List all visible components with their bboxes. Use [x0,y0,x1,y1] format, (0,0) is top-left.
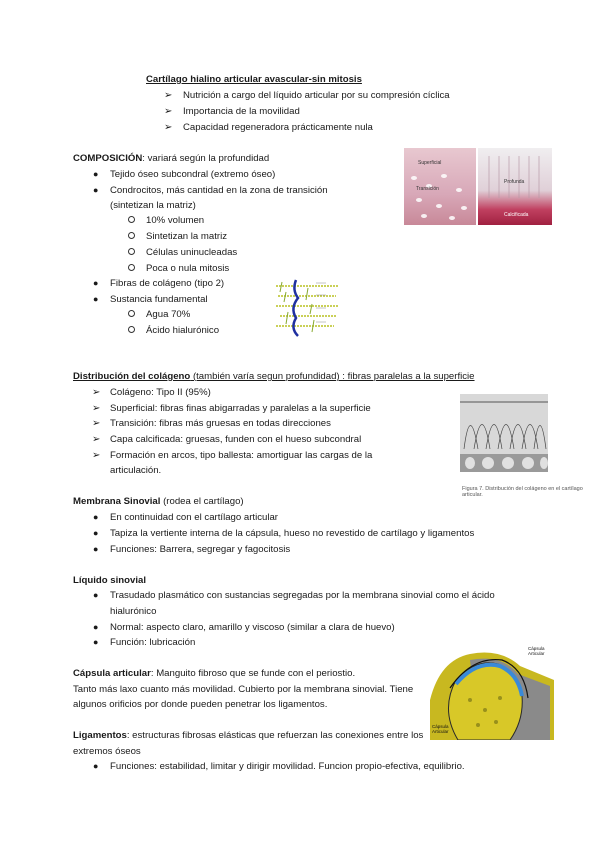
collagen-fiber-diagram [268,278,346,338]
membrana-subtitle: (rodea el cartílago) [160,496,244,507]
bullet-icon: ● [93,761,99,771]
arrow-bullet-icon: ➢ [164,90,173,101]
bullet-icon: ● [93,637,99,647]
capsula-subtitle: : Manguito fibroso que se funde con el periostio. [150,668,356,679]
circle-bullet-icon [128,248,135,255]
list-item-continuation: articulación. [110,465,162,476]
distribucion-title: Distribución del colágeno [73,371,191,382]
list-item: Tapiza la vertiente interna de la cápsula, hueso no revestido de cartílago y ligamentos [110,528,475,539]
bullet-icon: ● [93,512,99,522]
arrow-bullet-icon: ➢ [164,106,173,117]
cartilage-histology-image [404,148,552,225]
arrow-bullet-icon: ➢ [92,387,101,398]
bullet-icon: ● [93,622,99,632]
composicion-subtitle: : variará según la profundidad [142,153,270,164]
histology-label: Calcificada [504,212,529,218]
figure-caption: Figura 7. Distribución del colágeno en el cartílago [462,486,583,492]
histology-label: Superficial [418,160,442,166]
sub-list-item: Ácido hialurónico [146,325,220,336]
capsula-heading [73,667,355,680]
arrow-bullet-icon: ➢ [164,122,173,133]
list-item: Capa calcificada: gruesas, funden con el hueso subcondral [110,434,362,445]
bullet-icon: ● [93,185,99,195]
circle-bullet-icon [128,326,135,333]
arrow-bullet-icon: ➢ [92,418,101,429]
ligamentos-heading [73,729,423,742]
list-item-continuation: (sintetizan la matriz) [110,200,196,211]
histology-label: Transición [416,186,439,192]
sub-list-item: Poca o nula mitosis [146,263,230,274]
list-item: Tejido óseo subcondral (extremo óseo) [110,169,276,180]
list-item: Capacidad regeneradora prácticamente nula [183,122,373,133]
sub-list-item: 10% volumen [146,215,205,226]
section-title-cartilago: Cartílago hialino articular avascular-sin mitosis [146,74,362,85]
figure-label: Articular [528,651,545,656]
distribucion-subtitle: (también varía segun profundidad) : fibras paralelas a la superficie [190,371,475,382]
liquido-title: Líquido sinovial [73,575,147,586]
bullet-icon: ● [93,590,99,600]
capsula-text: algunos orificios por donde pueden penetrar los ligamentos. [73,699,328,710]
composicion-heading [73,152,269,165]
figure-label: Cápsula [528,646,545,651]
composicion-title: COMPOSICIÓN [73,153,143,164]
bullet-icon: ● [93,278,99,288]
list-item: Superficial: fibras finas abigarradas y paralelas a la superficie [110,403,371,414]
list-item-continuation: hialurónico [110,606,157,617]
list-item: Sustancia fundamental [110,294,208,305]
distribucion-heading [73,370,475,383]
circle-bullet-icon [128,232,135,239]
figure-caption: articular. [462,492,483,498]
arrow-bullet-icon: ➢ [92,434,101,445]
list-item: Funciones: Barrera, segregar y fagocitosis [110,544,291,555]
circle-bullet-icon [128,264,135,271]
list-item: En continuidad con el cartílago articular [110,512,278,523]
list-item: Trasudado plasmático con sustancias segregadas por la membrana sinovial como el ácido [110,590,495,601]
sub-list-item: Agua 70% [146,309,191,320]
ligamentos-title: Ligamentos [73,730,127,741]
list-item: Normal: aspecto claro, amarillo y viscoso (similar a clara de huevo) [110,622,395,633]
list-item: Colágeno: Tipo II (95%) [110,387,211,398]
list-item: Formación en arcos, tipo ballesta: amortiguar las cargas de la [110,450,373,461]
list-item: Importancia de la movilidad [183,106,300,117]
arrow-bullet-icon: ➢ [92,450,101,461]
list-item: Funciones: estabilidad, limitar y dirigir movilidad. Funcion propio-efectiva, equilibrio. [110,761,465,772]
joint-capsule-figure [430,640,554,740]
capsula-title: Cápsula articular [73,668,151,679]
list-item: Función: lubricación [110,637,196,648]
figure-label: Articular [432,729,449,734]
bullet-icon: ● [93,169,99,179]
histology-label: Profunda [504,179,525,185]
circle-bullet-icon [128,310,135,317]
list-item: Transición: fibras más gruesas en todas direcciones [110,418,331,429]
list-item: Fibras de colágeno (tipo 2) [110,278,225,289]
ligamentos-text: extremos óseos [73,746,141,757]
collagen-arcade-figure [460,394,548,484]
bullet-icon: ● [93,528,99,538]
circle-bullet-icon [128,216,135,223]
sub-list-item: Células uninucleadas [146,247,238,258]
figure-label: Cápsula [432,724,449,729]
capsula-text: Tanto más laxo cuanto más movilidad. Cubierto por la membrana sinovial. Tiene [73,684,414,695]
bullet-icon: ● [93,294,99,304]
arrow-bullet-icon: ➢ [92,403,101,414]
list-item: Condrocitos, más cantidad en la zona de transición [110,185,328,196]
ligamentos-subtitle: : estructuras fibrosas elásticas que refuerzan las conexiones entre los [126,730,424,741]
bullet-icon: ● [93,544,99,554]
membrana-title: Membrana Sinovial [73,496,161,507]
membrana-heading [73,495,244,508]
list-item: Nutrición a cargo del líquido articular por su compresión cíclica [183,90,450,101]
sub-list-item: Sintetizan la matriz [146,231,228,242]
